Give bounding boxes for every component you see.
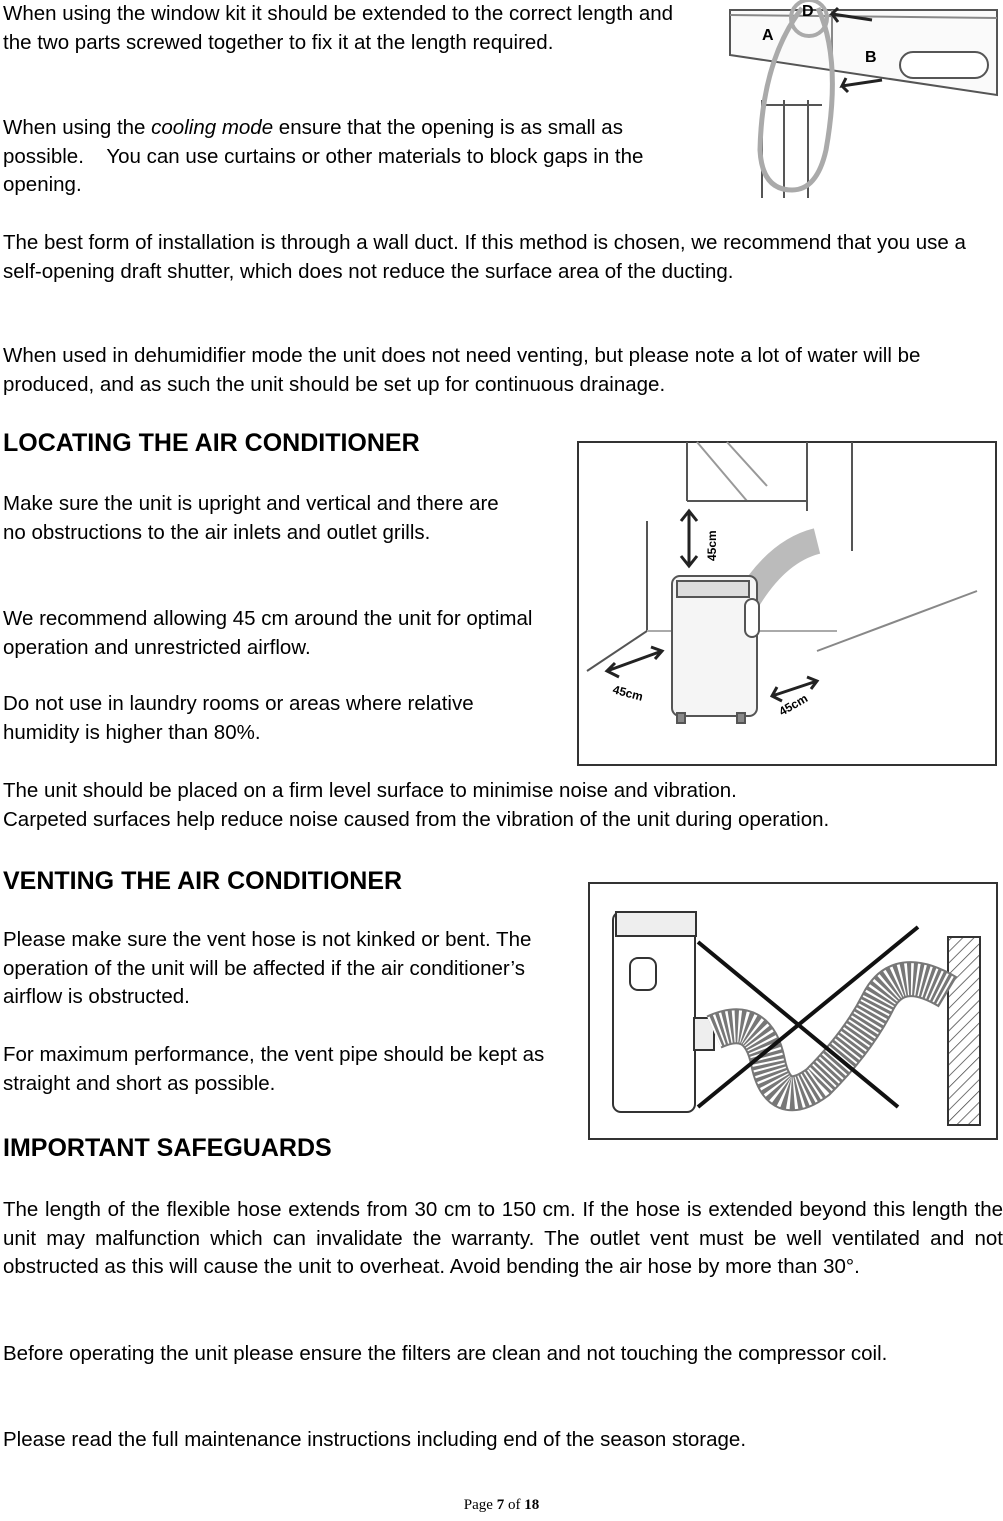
humidity-paragraph: Do not use in laundry rooms or areas where relative humidity is higher than 80%. [3, 692, 474, 744]
cooling-mode-emphasis: cooling mode [151, 116, 274, 139]
label-b: B [865, 49, 877, 66]
footer-page-number: 7 [496, 1497, 505, 1513]
surface-line-2: Carpeted surfaces help reduce noise caused from the vibration of the unit during operation. [3, 808, 830, 831]
venting-heading: VENTING THE AIR CONDITIONER [3, 867, 403, 895]
straight-hose-paragraph: For maximum performance, the vent pipe should be kept as straight and short as possible. [3, 1043, 545, 1095]
footer-total-pages: 18 [524, 1497, 540, 1513]
window-kit-paragraph: When using the window kit it should be extended to the correct length and the two parts screwed together to fix it at the length required. [3, 2, 674, 54]
clearance-label-right: 45cm [776, 691, 811, 719]
clearance-label-left: 45cm [611, 682, 645, 704]
dehumidifier-paragraph: When used in dehumidifier mode the unit does not need venting, but please note a lot of water will be produced, and as such the unit should be set up for continuous drainage. [3, 344, 921, 396]
label-a: A [762, 27, 774, 44]
maintenance-paragraph: Please read the full maintenance instructions including end of the season storage. [3, 1428, 747, 1451]
upright-paragraph: Make sure the unit is upright and vertical and there are no obstructions to the air inlets and outlet grills. [3, 492, 499, 544]
cooling-text-post: ensure that the opening is as small as possible. You can use curtains or other materials to block gaps in the opening. [3, 116, 650, 196]
footer-prefix: Page [463, 1497, 497, 1513]
clearance-label-top: 45cm [705, 530, 719, 561]
page-footer [0, 1497, 1003, 1514]
label-d: D [802, 3, 814, 20]
clearance-paragraph: We recommend allowing 45 cm around the unit for optimal operation and unrestricted airflow. [3, 607, 533, 659]
cooling-mode-paragraph [3, 114, 693, 200]
filters-text: Before operating the unit please ensure the filters are clean and not touching the compressor coil. [3, 1342, 888, 1365]
vent-hose-figure [588, 882, 998, 1140]
window-kit-figure [722, 0, 1003, 200]
surface-line-1: The unit should be placed on a firm level surface to minimise noise and vibration. [3, 779, 737, 802]
safeguards-heading: IMPORTANT SAFEGUARDS [3, 1134, 332, 1162]
cooling-text-pre: When using the [3, 116, 152, 139]
filters-paragraph [3, 1340, 1003, 1369]
kinked-hose-paragraph: Please make sure the vent hose is not kinked or bent. The operation of the unit will be affected if the air conditioner’s airflow is obstructed. [3, 928, 532, 1008]
locating-heading: LOCATING THE AIR CONDITIONER [3, 429, 420, 457]
clearance-figure [577, 441, 997, 766]
wall-duct-paragraph: The best form of installation is through a wall duct. If this method is chosen, we recommend that you use a self-opening draft shutter, which does not reduce the surface area of the ducting. [3, 231, 966, 283]
hose-length-paragraph: The length of the flexible hose extends from 30 cm to 150 cm. If the hose is extended beyond this length the unit may malfunction which can invalidate the warranty. The outlet vent must be well ventilated and not obstructed as this will cause the unit to overheat. Avoid bending the air hose by more than 30°. [3, 1198, 1003, 1278]
footer-mid: of [504, 1497, 525, 1513]
